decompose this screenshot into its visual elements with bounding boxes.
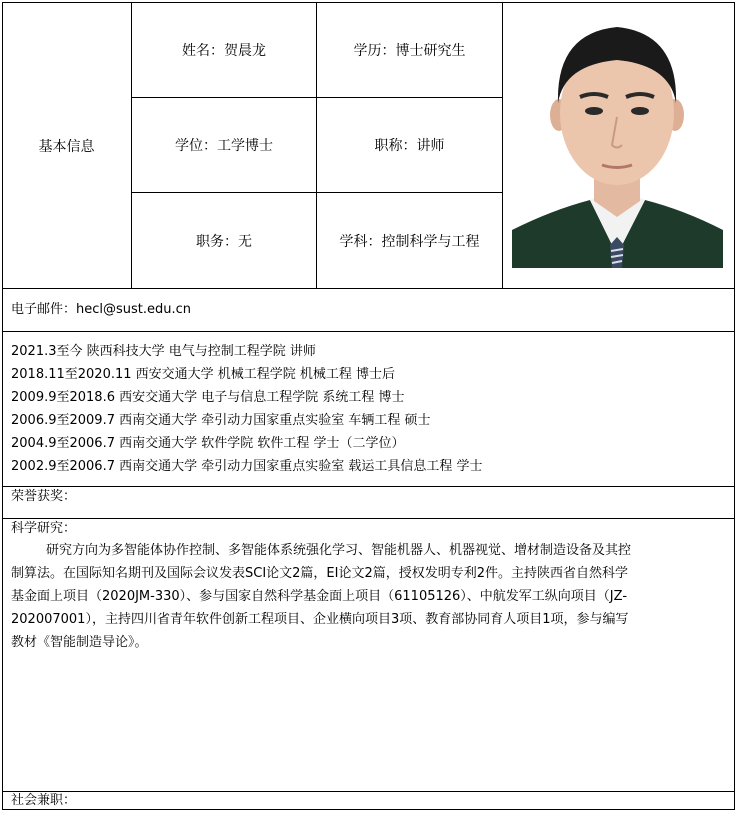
degree-field: 学位：工学博士 bbox=[175, 138, 273, 154]
experience-item: 2021.3至今 陕西科技大学 电气与控制工程学院 讲师 bbox=[11, 344, 316, 359]
research-paragraph-line: 制算法。在国际知名期刊及国际会议发表SCI论文2篇，EI论文2篇，授权发明专利2件。主持陕西省自然科学 bbox=[11, 566, 629, 581]
grid-line bbox=[502, 2, 503, 289]
experience-item: 2002.9至2006.7 西南交通大学 牵引动力国家重点实验室 载运工具信息工程 学士 bbox=[11, 459, 483, 474]
research-paragraph-line: 基金面上项目（2020JM-330）、参与国家自然科学基金面上项目（61105126）、中航发军工纵向项目（JZ- bbox=[11, 589, 628, 604]
honors-label: 荣誉获奖： bbox=[11, 489, 77, 504]
portrait-image bbox=[512, 5, 723, 268]
experience-item: 2006.9至2009.7 西南交通大学 牵引动力国家重点实验室 车辆工程 硕士 bbox=[11, 413, 431, 428]
grid-line bbox=[2, 791, 735, 792]
experience-item: 2009.9至2018.6 西安交通大学 电子与信息工程学院 系统工程 博士 bbox=[11, 390, 405, 405]
research-paragraph-line: 研究方向为多智能体协作控制、多智能体系统强化学习、智能机器人、机器视觉、增材制造设备及其控 bbox=[46, 543, 632, 558]
grid-line bbox=[2, 331, 735, 332]
social-label: 社会兼职： bbox=[11, 793, 77, 808]
title-field: 职称：讲师 bbox=[374, 138, 445, 154]
profile-photo bbox=[512, 5, 723, 268]
experience-item: 2004.9至2006.7 西南交通大学 软件学院 软件工程 学士（二学位） bbox=[11, 436, 405, 451]
name-field: 姓名：贺晨龙 bbox=[182, 42, 266, 59]
discipline-field: 学科：控制科学与工程 bbox=[339, 233, 480, 250]
research-paragraph-line: 教材《智能制造导论》。 bbox=[11, 635, 148, 650]
education-field: 学历：博士研究生 bbox=[353, 42, 466, 59]
research-paragraph-line: 202007001），主持四川省青年软件创新工程项目、企业横向项目3项、教育部协同育人项目1项，参与编写 bbox=[11, 612, 629, 627]
experience-item: 2018.11至2020.11 西安交通大学 机械工程学院 机械工程 博士后 bbox=[11, 367, 396, 382]
grid-line bbox=[2, 486, 735, 487]
position-field: 职务：无 bbox=[196, 233, 252, 250]
section-label-basic: 基本信息 bbox=[38, 138, 95, 155]
email-row: 电子邮件：hecl@sust.edu.cn bbox=[11, 302, 192, 317]
grid-line bbox=[2, 518, 735, 519]
research-label: 科学研究： bbox=[11, 521, 77, 536]
